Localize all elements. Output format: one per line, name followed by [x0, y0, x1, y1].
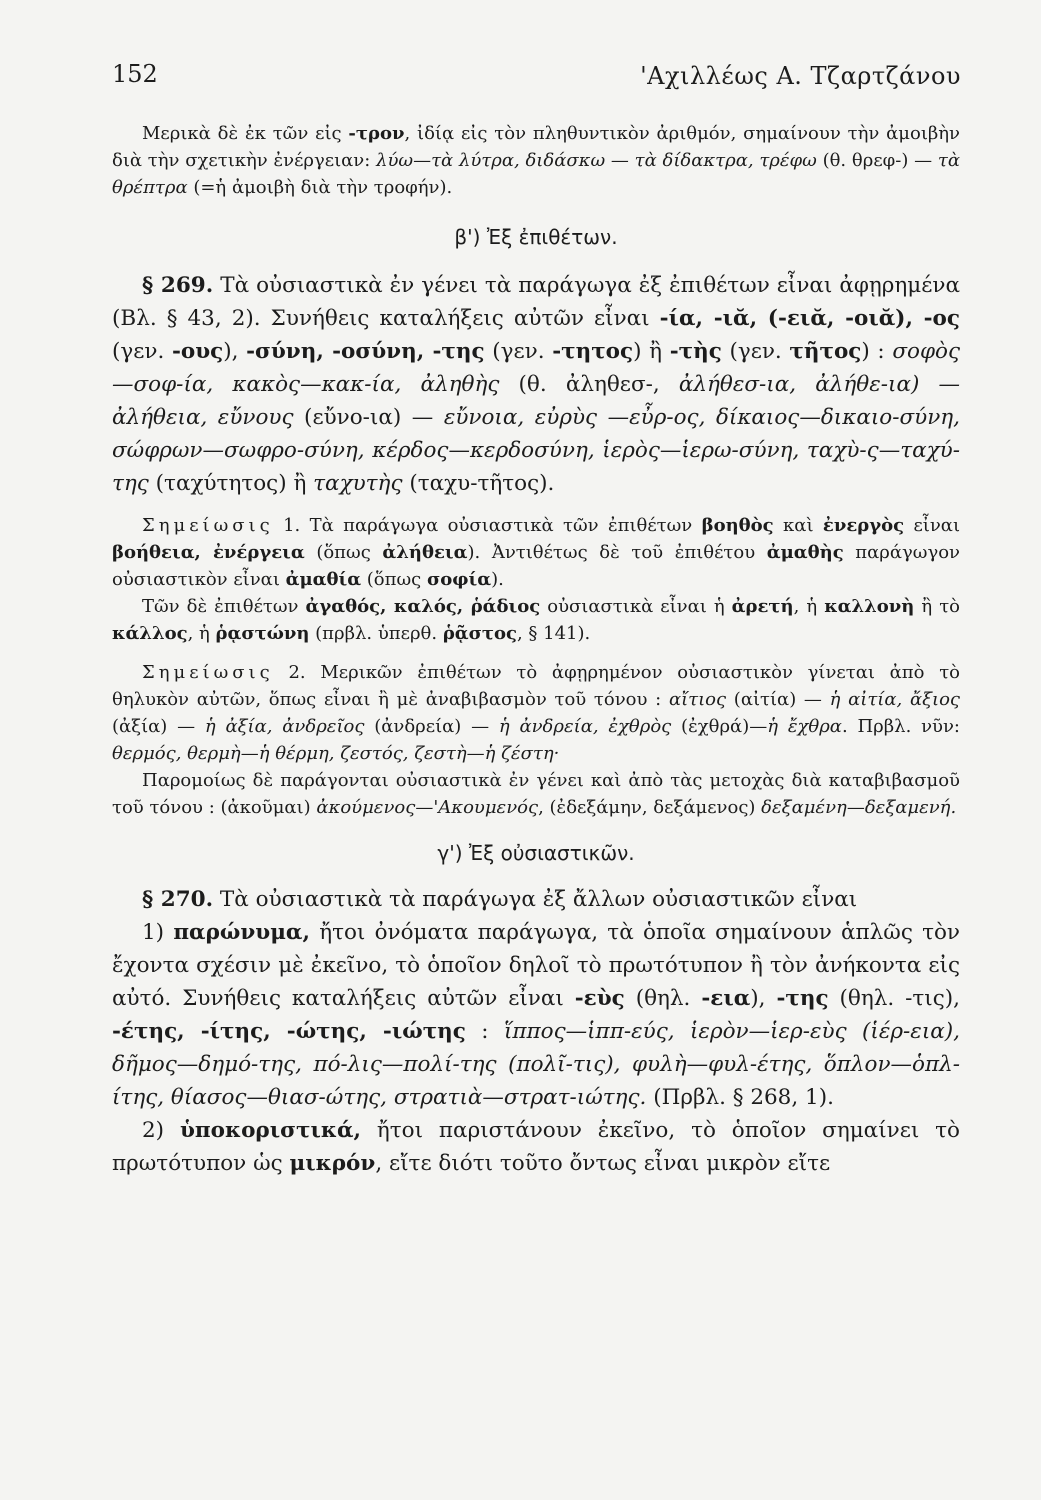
page-number: 152 — [112, 60, 158, 88]
section-270-item-2: 2) ὑποκοριστικά, ἤτοι παριστάνουν ἐκεῖνο, τὸ ὁποῖον σημαίνει τὸ πρωτότυπον ὡς μικρόν, εἴτε διότι τοῦτο ὄντως εἶναι μικρὸν εἴτε — [112, 1118, 960, 1176]
note-2-continued: Παρομοίως δὲ παράγονται οὐσιαστικὰ ἐν γένει καὶ ἀπὸ τὰς μετοχὰς διὰ καταβιβασμοῦ τοῦ τόνου : (ἀκοῦμαι) ἀκούμενος—'Ακουμενός, (ἐδεξάμην, δεξάμενος) δεξαμένη—δεξαμενή. — [112, 770, 960, 818]
running-head: 'Αχιλλέως Α. Τζαρτζάνου — [640, 62, 961, 90]
subheading-from-nouns: γ') Ἐξ οὐσιαστικῶν. — [437, 841, 635, 865]
section-269: § 269. Τὰ οὐσιαστικὰ ἐν γένει τὰ παράγωγα ἐξ ἐπιθέτων εἶναι ἀφῃρημένα (Βλ. § 43, 2). Συνήθεις καταλήξεις αὐτῶν εἶναι -ία, -ιᾰ, (-ειᾰ, -οιᾰ), -ος (γεν. -ους), -σύνη, -οσύνη, -της (γεν. -τητος) ἢ -τὴς (γεν. τῆτος) : σοφὸς—σοφ-ία, κακὸς—κακ-ία, ἀληθὴς (θ. ἀληθεσ-, ἀλήθεσ-ια, ἀλήθε-ια) — ἀλήθεια, εὔνους (εὔνο-ια) — εὔνοια, εὐρὺς —εὖρ-ος, δίκαιος—δικαιο-σύνη, σώφρων—σωφρο-σύνη, κέρδος—κερδοσύνη, ἱερὸς—ἱερω-σύνη, ταχὺ-ς—ταχύ-της (ταχύτητος) ἢ ταχυτὴς (ταχυ-τῆτος). — [112, 273, 961, 496]
page-header — [112, 60, 961, 100]
section-number: § 269. — [142, 273, 214, 298]
section-270-item-1: 1) παρώνυμα, ἤτοι ὀνόματα παράγωγα, τὰ ὁποῖα σημαίνουν ἁπλῶς τὸν ἔχοντα σχέσιν μὲ ἐκεῖνο, τὸ ὁποῖον δηλοῖ τὸ πρωτότυπον ἢ τὸν ἀνήκοντα εἰς αὐτό. Συνήθεις καταλήξεις αὐτῶν εἶναι -εὺς (θηλ. -εια), -της (θηλ. -τις), -έτης, -ίτης, -ώτης, -ιώτης : ἵππος—ἱππ-εύς, ἱερὸν—ἱερ-εὺς (ἱέρ-εια), δῆμος—δημό-της, πό-λις—πολί-της (πολῖ-τις), φυλὴ—φυλ-έτης, ὅπλον—ὁπλ-ίτης, θίασος—θιασ-ώτης, στρατιὰ—στρατ-ιώτης. (Πρβλ. § 268, 1). — [112, 920, 960, 1110]
note-label: Σημείωσις — [142, 515, 274, 536]
intro-paragraph: Μερικὰ δὲ ἐκ τῶν εἰς -τρον, ἰδίᾳ εἰς τὸν πληθυντικὸν ἀριθμόν, σημαίνουν τὴν ἀμοιβὴν διὰ τὴν σχετικὴν ἐνέργειαν: λύω—τὰ λύτρα, διδάσκω — τὰ δίδακτρα, τρέφω (θ. θρεφ-) — τὰ θρέπτρα (=ἡ ἀμοιβὴ διὰ τὴν τροφήν). — [112, 123, 961, 198]
note-label: Σημείωσις — [142, 662, 274, 683]
page-body — [112, 120, 960, 1180]
section-number: § 270. — [142, 887, 214, 912]
note-1: Σημείωσις 1. Τὰ παράγωγα οὐσιαστικὰ τῶν ἐπιθέτων βοηθὸς καὶ ἐνεργὸς εἶναι βοήθεια, ἐνέργεια (ὅπως ἀλήθεια). Ἀντιθέτως δὲ τοῦ ἐπιθέτου ἀμαθὴς παράγωγον οὐσιαστικὸν εἶναι ἀμαθία (ὅπως σοφία). — [112, 515, 961, 590]
note-1-continued: Τῶν δὲ ἐπιθέτων ἀγαθός, καλός, ῥάδιος οὐσιαστικὰ εἶναι ἡ ἀρετή, ἡ καλλονὴ ἢ τὸ κάλλος, ἡ ῥᾳστώνη (πρβλ. ὑπερθ. ῥᾷστος, § 141). — [112, 596, 961, 644]
note-2: Σημείωσις 2. Μερικῶν ἐπιθέτων τὸ ἀφῃρημένον οὐσιαστικὸν γίνεται ἀπὸ τὸ θηλυκὸν αὐτῶν, ὅπως εἶναι ἢ μὲ ἀναβιβασμὸν τοῦ τόνου : αἴτιος (αἰτία) — ἡ αἰτία, ἄξιος (ἀξία) — ἡ ἀξία, ἀνδρεῖος (ἀνδρεία) — ἡ ἀνδρεία, ἐχθρὸς (ἐχθρά)—ἡ ἔχθρα. Πρβλ. νῦν: θερμός, θερμὴ—ἡ θέρμη, ζεστός, ζεστὴ—ἡ ζέστη· — [112, 662, 960, 764]
subheading-from-adjectives: β') Ἐξ ἐπιθέτων. — [454, 225, 618, 249]
section-270: § 270. Τὰ οὐσιαστικὰ τὰ παράγωγα ἐξ ἄλλων οὐσιαστικῶν εἶναι — [142, 887, 858, 912]
